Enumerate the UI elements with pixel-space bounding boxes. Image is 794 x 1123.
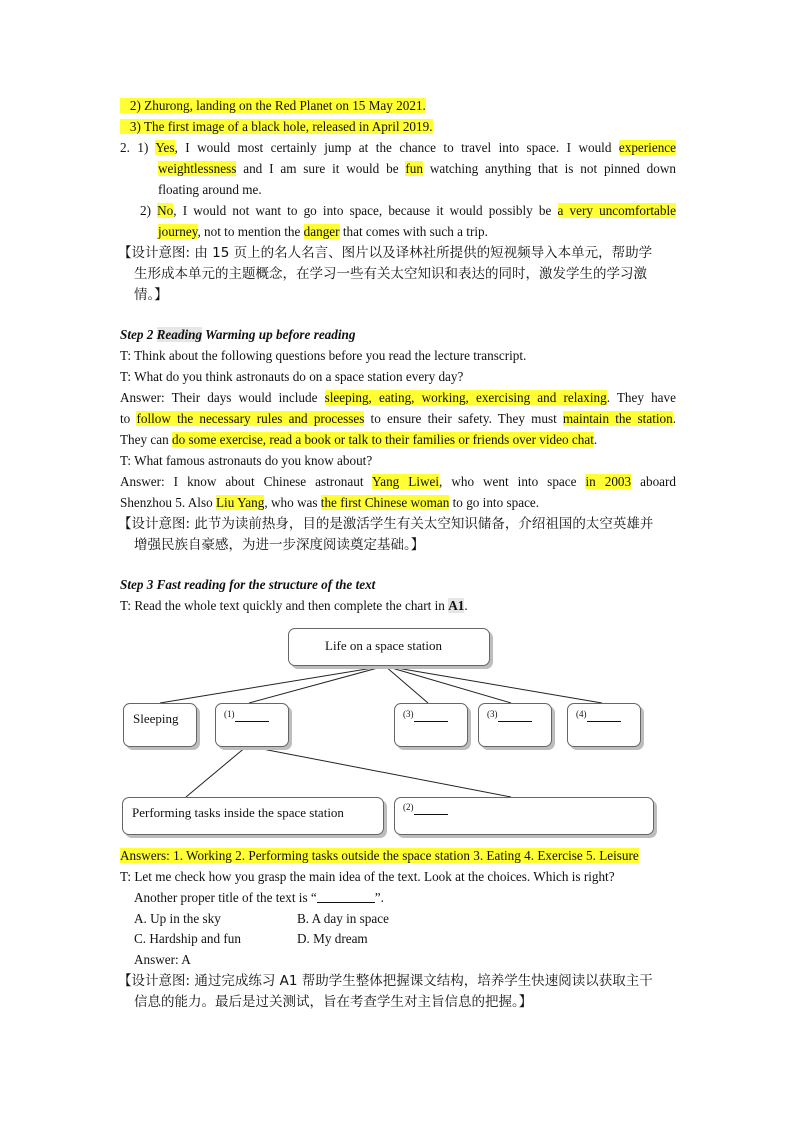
design-intent-3-line1: 【设计意图: 通过完成练习 A1 帮助学生整体把握课文结构，培养学生快速阅读以获取主干 <box>118 973 653 989</box>
step2-heading: Step 2 Reading Warming up before reading <box>120 327 356 342</box>
diagram-box-3b <box>478 703 552 747</box>
diagram-root-box <box>288 628 490 666</box>
design-intent-2-line1: 【设计意图: 此节为读前热身，目的是激活学生有关太空知识储备，介绍祖国的太空英雄并 <box>118 516 654 532</box>
option-d: D. My dream <box>297 931 368 946</box>
step2-t2: T: What do you think astronauts do on a space station every day? <box>120 369 464 384</box>
step2-answer2-line2: Shenzhou 5. Also Liu Yang, who was the first Chinese woman to go into space. <box>120 495 540 510</box>
design-intent-2-line2: 增强民族自豪感，为进一步深度阅读奠定基础。】 <box>134 537 425 553</box>
step3-heading: Step 3 Fast reading for the structure of the text <box>120 577 376 592</box>
design-intent-1-line1: 【设计意图: 由 15 页上的名人名言、图片以及译林社所提供的短视频导入本单元，帮助学 <box>118 245 653 261</box>
diagram-blank-3b: (3) <box>487 709 532 725</box>
diagram-sleeping-label: Sleeping <box>133 711 179 726</box>
design-intent-1-line3: 情。】 <box>134 287 168 303</box>
q2-answer2-line1: 2) No, I would not want to go into space, because it would possibly be a very uncomfortable <box>140 203 676 218</box>
diagram-box-sleeping <box>123 703 197 747</box>
diagram-box-1 <box>215 703 289 747</box>
check-t1: T: Let me check how you grasp the main idea of the text. Look at the choices. Which is right? <box>120 869 615 884</box>
diagram-root-label: Life on a space station <box>325 638 442 653</box>
diagram-inside-label: Performing tasks inside the space station <box>132 805 344 820</box>
option-a: A. Up in the sky <box>134 911 221 926</box>
diagram-box-4 <box>567 703 641 747</box>
q2-answer1-line3: floating around me. <box>158 182 262 197</box>
design-intent-3-line2: 信息的能力。最后是过关测试，旨在考查学生对主旨信息的把握。】 <box>134 994 533 1010</box>
step3-t1: T: Read the whole text quickly and then complete the chart in A1. <box>120 598 468 613</box>
step2-answer-line1: Answer: Their days would include sleeping, eating, working, exercising and relaxing. They have <box>120 390 676 405</box>
step2-t3: T: What famous astronauts do you know about? <box>120 453 373 468</box>
option-b: B. A day in space <box>297 911 389 926</box>
step2-answer2-line1: Answer: I know about Chinese astronaut Yang Liwei, who went into space in 2003 aboard <box>120 474 677 489</box>
diagram-blank-1: (1) <box>224 709 269 725</box>
check-t2: Another proper title of the text is “ ”. <box>134 890 384 905</box>
q2-answer1-line2: weightlessness and I am sure it would be fun watching anything that is not pinned down <box>158 161 676 176</box>
highlight: 2) Zhurong, landing on the Red Planet on 15 May 2021. <box>120 98 426 113</box>
diagram-blank-3a: (3) <box>403 709 448 725</box>
diagram-box-3a <box>394 703 468 747</box>
check-answer: Answer: A <box>134 952 191 967</box>
highlight: 3) The first image of a black hole, released in April 2019. <box>120 119 433 134</box>
step2-answer-line2: to follow the necessary rules and processes to ensure their safety. They must maintain the station. <box>120 411 677 426</box>
diagram-box-inside <box>122 797 384 835</box>
step2-answer-line3: They can do some exercise, read a book or talk to their families or friends over video chat. <box>120 432 598 447</box>
diagram-blank-4: (4) <box>576 709 621 725</box>
option-c: C. Hardship and fun <box>134 931 241 946</box>
diagram-blank-2: (2) <box>403 802 448 818</box>
q2-answer1-line1: 2. 1) Yes, I would most certainly jump at the chance to travel into space. I would experience <box>120 140 676 155</box>
step2-t1: T: Think about the following questions before you read the lecture transcript. <box>120 348 527 363</box>
q2-answer2-line2: journey, not to mention the danger that comes with such a trip. <box>158 224 488 239</box>
diagram-answers: Answers: 1. Working 2. Performing tasks outside the space station 3. Eating 4. Exercise 5. Leisure <box>120 848 639 863</box>
diagram-box-2 <box>394 797 654 835</box>
design-intent-1-line2: 生形成本单元的主题概念，在学习一些有关太空知识和表达的同时，激发学生的学习激 <box>134 266 647 282</box>
